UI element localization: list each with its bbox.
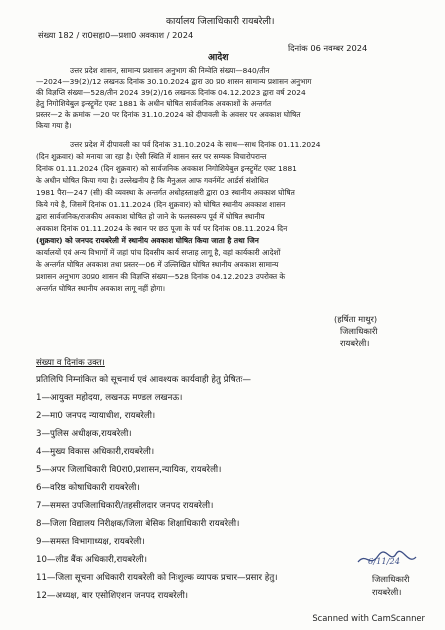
copy-item: 12—अध्यक्ष, बार एसोशिएशन जनपद रायबरेली। bbox=[36, 591, 189, 601]
signatory-designation-2: जिलाधिकारी bbox=[372, 574, 410, 584]
handwritten-date: 6/11/24 bbox=[368, 556, 400, 566]
letter-number: संख्या 182 / रा0सहा0—प्रशा0 अवकाश / 2024 bbox=[38, 30, 194, 40]
copy-item: 5—अपर जिलाधिकारी वि0रा0,प्रशासन,न्यायिक, रायबरेली। bbox=[36, 465, 222, 475]
para2-line: किये गये है, जिसमें दिनांक 01.11.2024 (दिन शुक्रवार) को घोषित स्थानीय अवकाश शासन bbox=[36, 200, 286, 209]
para1-line: हेतु निगोशियेबुल इन्स्ट्रूमेंट एक्ट 1881 के अधीन घोषित सार्वजनिक अवकाशों के अन्तर्गत bbox=[36, 99, 272, 108]
copy-item: 6—वरिष्ठ कोषाधिकारी रायबरेली। bbox=[36, 483, 140, 493]
para2-line: उत्तर प्रदेश में दीपावली का पर्व दिनांक 31.10.2024 के साथ—साथ दिनांक 01.11.2024 bbox=[70, 140, 321, 149]
para1-line: उत्तर प्रदेश शासन, सामान्य प्रशासन अनुभाग की निम्वेति संख्या—840/तीन bbox=[70, 66, 270, 75]
copy-item: 7—समस्त उपजिलाधिकारी/तहसीलदार जनपद रायबरेली। bbox=[36, 501, 214, 511]
para2-line-bold: (शुक्रवार) को जनपद रायबरेली में स्थानीय अवकाश घोषित किया जाता है तथा जिन bbox=[36, 236, 259, 245]
para2-line: अन्तर्गत घोषित स्थानीय अवकाश लागू नहीं होगा। bbox=[36, 284, 166, 293]
letter-date: दिनांक 06 नवम्बर 2024 bbox=[288, 43, 368, 53]
copy-item: 10—लीड बैंक अधिकारी,रायबरेली। bbox=[36, 555, 147, 565]
signatory-place-2: रायबरेली। bbox=[372, 587, 402, 597]
office-heading: कार्यालय जिलाधिकारी रायबरेली। bbox=[166, 16, 275, 27]
para2-line: द्वारा सार्वजनिक/राजकीय अवकाश घोषित हो जाने के फलस्वरूप पूर्व में घोषित स्थानीय bbox=[36, 212, 265, 221]
copy-item: 2—मा0 जनपद न्यायाधीश, रायबरेली। bbox=[36, 411, 156, 421]
copy-item: 11—जिला सूचना अधिकारी रायबरेली को निःशुल्क व्यापक प्रचार—प्रसार हेतु। bbox=[36, 573, 278, 583]
para2-line: के अधीन घोषित किया गया है। उल्लेखनीय है कि मैनुअल आफ गवर्नमेंट आर्डर्स संशोधित bbox=[36, 176, 269, 185]
para1-line: प्रस्तर—2 के क्रमांक —20 पर दिनांक 31.10.2024 को दीपावली के अवसर पर अवकाश घोषित bbox=[36, 110, 301, 119]
signatory-place: रायबरेली। bbox=[340, 338, 370, 348]
para2-line: (दिन शुक्रवार) को मनाया जा रहा है। ऐसी स्थिति में शासन स्तर पर सम्यक विचारोपरान्त bbox=[36, 152, 267, 161]
para1-line: की विज्ञप्ति संख्या—528/तीन 2024 39(2)/16 लखनऊ दिनांक 04.12.2023 द्वारा वर्ष 2024 bbox=[36, 88, 306, 97]
copy-item: 3—पुलिस अधीक्षक,रायबरेली। bbox=[36, 429, 132, 439]
para2-line: प्रशासन अनुभाग उ0प्र0 शासन की विज्ञप्ति संख्या—528 दिनांक 04.12.2023 उपरोक्त के bbox=[36, 272, 286, 281]
copy-item: 9—समस्त विभागाध्यक्ष, रायबरेली। bbox=[36, 537, 145, 547]
signatory-designation: जिलाधिकारी bbox=[340, 326, 378, 336]
signatory-name: (हर्षिता माथुर) bbox=[334, 314, 378, 324]
copy-item: 1—आयुक्त महोदया, लखनऊ मण्डल लखनऊ। bbox=[36, 393, 183, 403]
para2-line: कार्यालयों एवं अन्य विभागों में जहां पांच दिवसीय कार्य सप्ताह लागू है, वहां कार्यकारी आदेशों bbox=[36, 248, 281, 257]
para2-line: दिनांक 01.11.2024 (दिन शुक्रवार) को सार्वजनिक अवकाश निगोशियेबुल इन्स्ट्रूमेंट एक्ट 1881 bbox=[36, 164, 297, 173]
scanner-watermark: Scanned with CamScanner bbox=[312, 613, 425, 623]
order-heading: आदेश bbox=[208, 52, 229, 63]
copy-item: 4—मुख्य विकास अधिकारी,रायबरेली। bbox=[36, 447, 155, 457]
para1-line: किया गया है। bbox=[36, 121, 72, 130]
para2-line: 1981 पैरा—247 (सी) की व्यवस्था के अन्तर्गत अधोहस्ताक्षरी द्वारा 03 स्थानीय अवकाश घोषित bbox=[36, 188, 295, 197]
para1-line: —2024—39(2)/12 लखनऊ दिनांक 30.10.2024 द्वारा उ0 प्र0 शासन सामान्य प्रशासन अनुभाग bbox=[36, 77, 312, 86]
para2-line: अवकाश दिनांक 01.11.2024 के स्थान पर छठ पूजा के पर्व पर दिनांक 08.11.2024 दिन bbox=[36, 224, 288, 233]
copy-reference: संख्या व दिनांक उक्त। bbox=[36, 358, 105, 368]
para2-line: के अन्तर्गत घोषित अवकाश तथा प्रस्तर—06 में उल्लिखित घोषित स्थानीय अवकाश सामान्य bbox=[36, 260, 279, 269]
copy-item: 8—जिला विद्यालय निरीक्षक/जिला बेसिक शिक्षाधिकारी रायबरेली। bbox=[36, 519, 240, 529]
copy-intro: प्रतिलिपि निम्नांकित को सूचनार्थ एवं आवश्यक कार्यवाही हेतु प्रेषितः— bbox=[36, 375, 251, 385]
